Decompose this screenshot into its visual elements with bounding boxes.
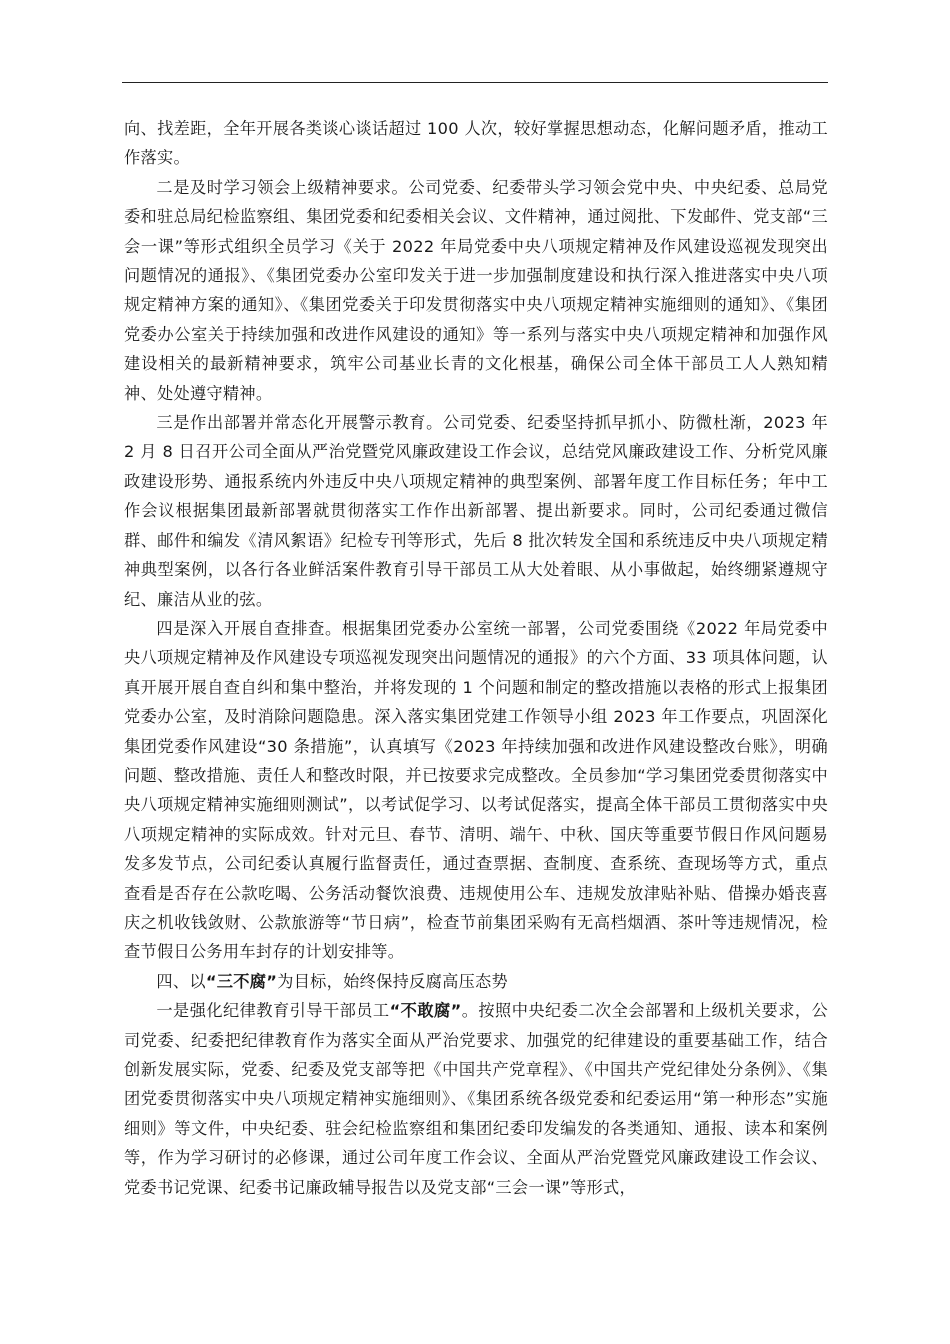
header-rule	[122, 82, 828, 83]
paragraph-self-inspection: 四是深入开展自查排查。根据集团党委办公室统一部署，公司党委围绕《2022 年局党委中央八项规定精神及作风建设专项巡视发现突出问题情况的通报》的六个方面、33 项具体问题，认真开展开展自查自纠和集中整治，并将发现的 1 个问题和制定的整改措施以表格的形式上报集团党委办公室，及时消除问题隐患。深入落实集团党建工作领导小组 2023 年工作要点，巩固深化集团党委作风建设“30 条措施”，认真填写《2023 年持续加强和改进作风建设整改台账》，明确问题、整改措施、责任人和整改时限，并已按要求完成整改。全员参加“学习集团党委贯彻落实中央八项规定精神实施细则测试”，以考试促学习、以考试促落实，提高全体干部员工贯彻落实中央八项规定精神的实际成效。针对元旦、春节、清明、端午、中秋、国庆等重要节假日作风问题易发多发节点，公司纪委认真履行监督责任，通过查票据、查制度、查系统、查现场等方式，重点查看是否存在公款吃喝、公务活动餐饮浪费、违规使用公车、违规发放津贴补贴、借操办婚丧喜庆之机收钱敛财、公款旅游等“节日病”，检查节前集团采购有无高档烟酒、茶叶等违规情况，检查节假日公务用车封存的计划安排等。	[124, 618, 828, 962]
paragraph-study-spirit: 二是及时学习领会上级精神要求。公司党委、纪委带头学习领会党中央、中央纪委、总局党委和驻总局纪检监察组、集团党委和纪委相关会议、文件精神，通过阅批、下发邮件、党支部“三会一课”等形式组织全员学习《关于 2022 年局党委中央八项规定精神及作风建设巡视发现突出问题情况的通报》、《集团党委办公室印发关于进一步加强制度建设和执行深入推进落实中央八项规定精神方案的通知》、《集团党委关于印发贯彻落实中央八项规定精神实施细则的通知》、《集团党委办公室关于持续加强和改进作风建设的通知》等一系列与落实中央八项规定精神和加强作风建设相关的最新精神要求，筑牢公司基业长青的文化根基，确保公司全体干部员工人人熟知精神、处处遵守精神。	[124, 177, 828, 403]
paragraph-continuation: 向、找差距，全年开展各类谈心谈话超过 100 人次，较好掌握思想动态，化解问题矛盾，推动工作落实。	[124, 119, 828, 168]
heading-prefix: 四、以	[156, 971, 206, 991]
paragraph-warning-education: 三是作出部署并常态化开展警示教育。公司党委、纪委坚持抓早抓小、防微杜渐，2023 年 2 月 8 日召开公司全面从严治党暨党风廉政建设工作会议，总结党风廉政建设工作、分析党风廉政建设形势、通报系统内外违反中央八项规定精神的典型案例、部署年度工作目标任务；年中工作会议根据集团最新部署就贯彻落实工作作出新部署、提出新要求。同时，公司纪委通过微信群、邮件和编发《清风絮语》纪检专刊等形式，先后 8 批次转发全国和系统违反中央八项规定精神典型案例，以各行各业鲜活案件教育引导干部员工从大处着眼、从小事做起，始终绷紧遵规守纪、廉洁从业的弦。	[124, 413, 828, 609]
paragraph-suffix: 。按照中央纪委二次全会部署和上级机关要求，公司党委、纪委把纪律教育作为落实全面从严治党要求、加强党的纪律建设的重要基础工作，结合创新发展实际，党委、纪委及党支部等把《中国共产党章程》、《中国共产党纪律处分条例》、《集团党委贯彻落实中央八项规定精神实施细则》、《集团系统各级党委和纪委运用“第一种形态”实施细则》等文件，中央纪委、驻会纪检监察组和集团纪委印发编发的各类通知、通报、读本和案例等，作为学习研讨的必修课，通过公司年度工作会议、全面从严治党暨党风廉政建设工作会议、党委书记党课、纪委书记廉政辅导报告以及党支部“三会一课”等形式，	[124, 1001, 828, 1197]
paragraph-emphasis: “不敢腐”	[389, 1001, 462, 1021]
heading-suffix: 为目标，始终保持反腐高压态势	[277, 971, 509, 991]
document-body	[124, 114, 828, 1202]
paragraph-prefix: 一是强化纪律教育引导干部员工	[156, 1001, 390, 1021]
paragraph-discipline-education	[124, 996, 828, 1202]
section-heading-four	[124, 967, 828, 996]
heading-emphasis: “三不腐”	[205, 971, 278, 991]
